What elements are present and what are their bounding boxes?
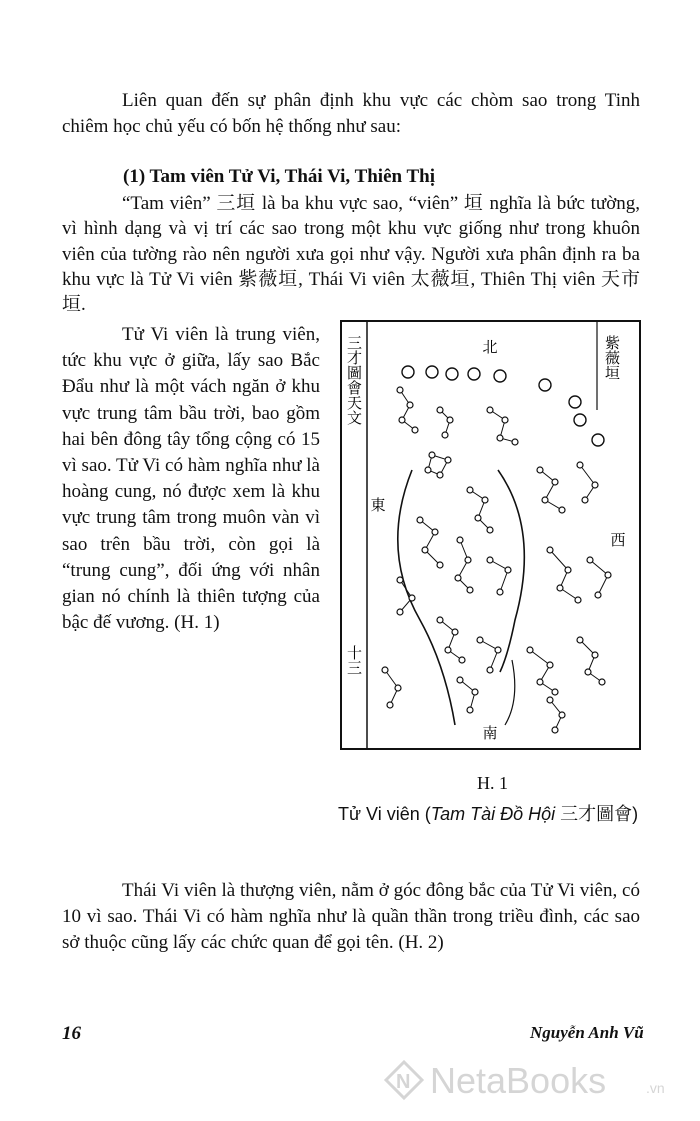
star-map-figure	[340, 320, 641, 750]
east-label: 東	[370, 496, 386, 514]
page-number: 16	[62, 1023, 81, 1044]
star-points	[382, 387, 611, 733]
figure-title: 紫薇垣	[603, 335, 621, 380]
svg-text:N: N	[396, 1071, 411, 1093]
intro-paragraph: Liên quan đến sự phân định khu vực các chòm sao trong Tinh chiêm học chủ yếu có bốn hệ thống như sau:	[62, 90, 640, 137]
north-label: 北	[482, 338, 498, 356]
tuvi-paragraph	[62, 322, 320, 636]
thaivi-paragraph: Thái Vi viên là thượng viên, nằm ở góc đông bắc của Tử Vi viên, có 10 vì sao. Thái Vi có hàm nghĩa như là quần thần trong triều đình, các sao sở thuộc cũng lấy các chức quan để gọi tên. (H. 2)	[62, 880, 640, 953]
tuvi-text: Tử Vi viên là trung viên, tức khu vực ở giữa, lấy sao Bắc Đẩu như là một vách ngăn ở khu vực trung tâm bầu trời, bao gồm hai bên đông tây tổng cộng có 15 vì sao. Tử Vi có hàm nghĩa như là hoàng cung, nó được xem là khu vực trung tâm trong muôn vàn vì sao trên bầu trời, còn gọi là “trung cung”, đối ứng với nhân gian nó chính là thiên tượng của bậc đế vương. (H. 1)	[62, 324, 320, 634]
caption-main: Tử Vi viên (	[338, 804, 431, 824]
caption-cjk: 三才圖會)	[555, 804, 639, 824]
figure-number: H. 1	[477, 773, 508, 793]
south-label: 南	[482, 724, 498, 742]
large-star-marks	[402, 366, 604, 446]
author-name: Nguyễn Anh Vũ	[530, 1023, 644, 1042]
tamvien-paragraph: “Tam viên” 三垣 là ba khu vực sao, “viên” 垣 nghĩa là bức tường, vì hình dạng và vị trí các sao trong một khu vực giống như trong khuôn viên của tường rào nên người xưa gọi như vậy. Người xưa phân định ra ba khu vực là Tử Vi viên 紫薇垣, Thái Vi viên 太薇垣, Thiên Thị viên 天市垣.	[62, 193, 640, 316]
caption-italic: Tam Tài Đồ Hội	[430, 804, 556, 824]
figure-page-mark: 十三	[345, 645, 363, 675]
watermark-suffix: .vn	[646, 1080, 665, 1096]
watermark-text: NetaBooks	[430, 1060, 607, 1101]
west-label: 西	[610, 531, 626, 549]
star-map-illustration	[340, 320, 641, 750]
constellation-lines	[385, 390, 608, 730]
section-heading: (1) Tam viên Tử Vi, Thái Vi, Thiên Thị	[123, 166, 436, 187]
watermark-logo	[378, 1052, 678, 1108]
figure-side-label: 三才圖會天文	[345, 335, 363, 425]
figure-caption	[338, 800, 638, 826]
watermark-n-icon	[386, 1062, 422, 1098]
